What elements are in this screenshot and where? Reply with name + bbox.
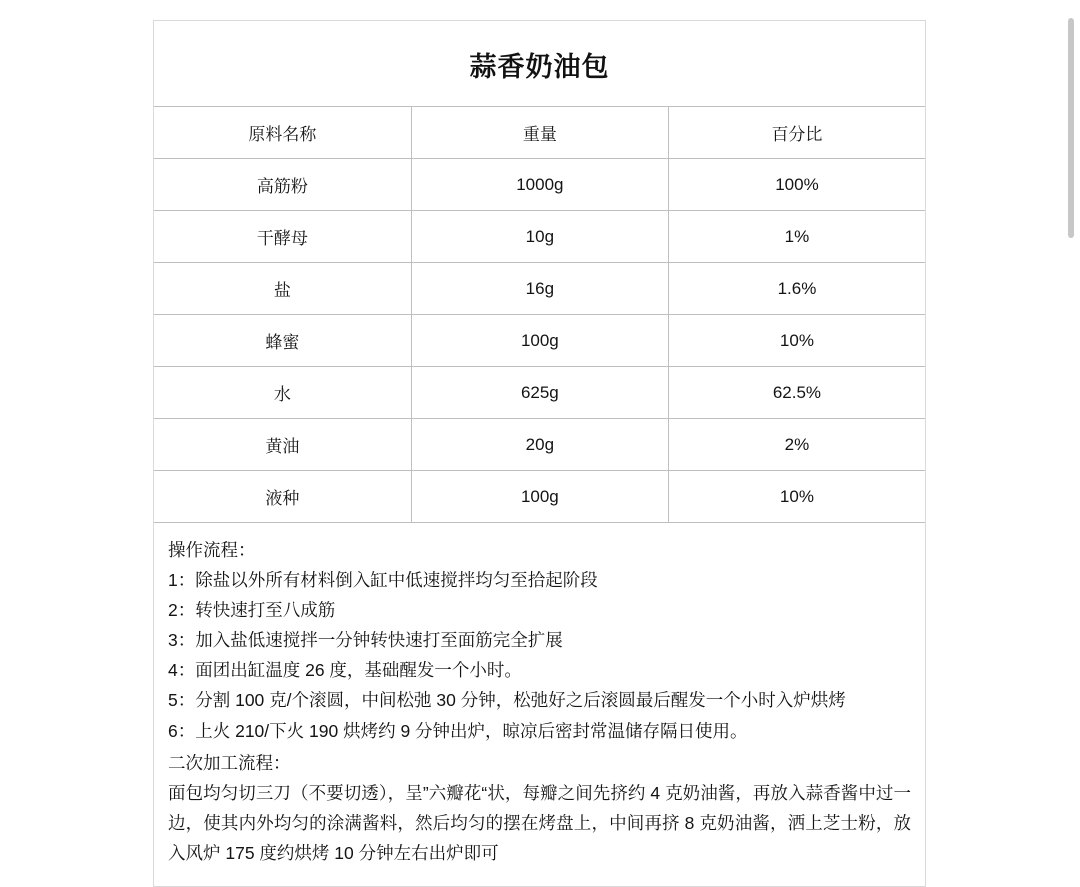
process-step-2: 2：转快速打至八成筋: [168, 600, 336, 621]
second-process-heading: 二次加工流程：: [168, 752, 291, 773]
table-row: [154, 367, 925, 419]
vertical-scrollbar-track[interactable]: [1070, 0, 1077, 863]
table-row: [154, 211, 925, 263]
cell-percentage: 1.6%: [668, 263, 925, 315]
cell-ingredient: 盐: [154, 263, 411, 315]
cell-percentage: 10%: [668, 471, 925, 523]
process-heading: 操作流程：: [168, 540, 256, 560]
table-row: [154, 315, 925, 367]
cell-ingredient: 液种: [154, 471, 411, 523]
table-row: [154, 263, 925, 315]
cell-percentage: 100%: [668, 159, 925, 211]
cell-percentage: 1%: [668, 211, 925, 263]
cell-weight: 100g: [411, 471, 668, 523]
cell-weight: 625g: [411, 367, 668, 419]
column-header-weight: 重量: [411, 107, 668, 159]
cell-weight: 1000g: [411, 159, 668, 211]
process-step-4: 4：面团出缸温度 26 度，基础醒发一个小时。: [168, 660, 522, 681]
process-section: [154, 523, 925, 886]
process-step-6: 6：上火 210/下火 190 烘烤约 9 分钟出炉，晾凉后密封常温储存隔日使用。: [168, 720, 748, 741]
table-header-row: [154, 107, 925, 159]
second-process-paragraph: 面包均匀切三刀（不要切透），呈”六瓣花“状，每瓣之间先挤约 4 克奶油酱，再放入蒜香酱中过一边，使其内外均匀的涂满酱料，然后均匀的摆在烤盘上，中间再挤 8 克奶油酱，洒上芝士粉，放入风炉 175 度约烘烤 10 分钟左右出炉即可: [168, 782, 911, 863]
cell-percentage: 62.5%: [668, 367, 925, 419]
cell-percentage: 2%: [668, 419, 925, 471]
ingredients-table: [154, 107, 925, 523]
cell-ingredient: 蜂蜜: [154, 315, 411, 367]
table-row: [154, 159, 925, 211]
cell-weight: 10g: [411, 211, 668, 263]
page-title: 蒜香奶油包: [154, 21, 925, 107]
cell-weight: 16g: [411, 263, 668, 315]
table-row: [154, 471, 925, 523]
cell-percentage: 10%: [668, 315, 925, 367]
table-row: [154, 419, 925, 471]
cell-ingredient: 黄油: [154, 419, 411, 471]
cell-ingredient: 干酵母: [154, 211, 411, 263]
vertical-scrollbar-thumb[interactable]: [1068, 18, 1074, 238]
cell-ingredient: 高筋粉: [154, 159, 411, 211]
document-page: [153, 20, 926, 887]
process-step-1: 1：除盐以外所有材料倒入缸中低速搅拌均匀至拾起阶段: [168, 570, 598, 591]
cell-weight: 100g: [411, 315, 668, 367]
column-header-ingredient: 原料名称: [154, 107, 411, 159]
process-step-3: 3：加入盐低速搅拌一分钟转快速打至面筋完全扩展: [168, 630, 563, 651]
column-header-percentage: 百分比: [668, 107, 925, 159]
process-step-5: 5：分割 100 克/个滚圆，中间松弛 30 分钟，松弛好之后滚圆最后醒发一个小时入炉烘烤: [168, 690, 846, 711]
cell-ingredient: 水: [154, 367, 411, 419]
cell-weight: 20g: [411, 419, 668, 471]
